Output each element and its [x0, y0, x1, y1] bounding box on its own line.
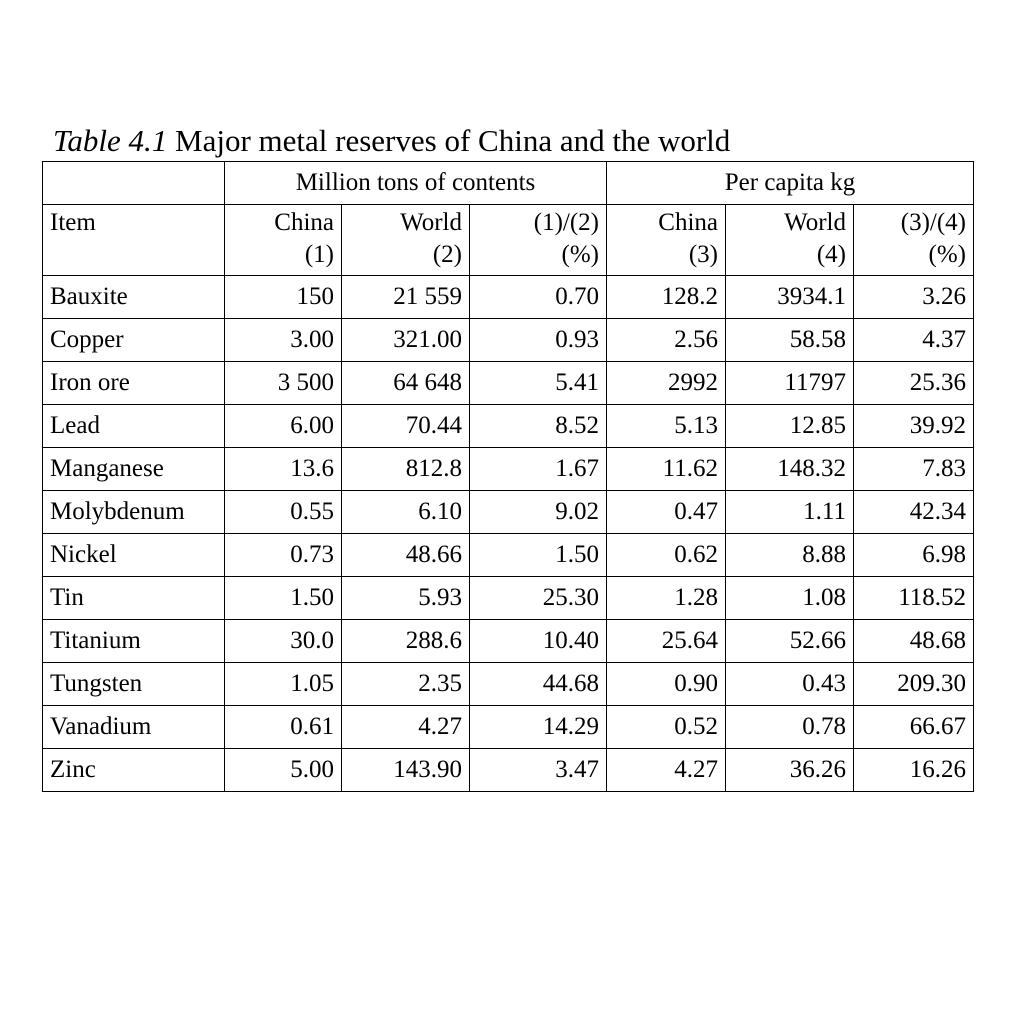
world-per-capita-cell: 3934.1 — [726, 276, 854, 319]
column-header-world-4: World (4) — [726, 205, 854, 276]
ratio-1-2-percent-cell: 5.41 — [470, 362, 607, 405]
world-million-tons-cell: 143.90 — [342, 749, 470, 792]
column-header-ratio-3-4: (3)/(4) (%) — [854, 205, 974, 276]
china-per-capita-cell: 128.2 — [607, 276, 726, 319]
china-per-capita-cell: 4.27 — [607, 749, 726, 792]
ratio-1-2-percent-cell: 0.93 — [470, 319, 607, 362]
world-per-capita-cell: 148.32 — [726, 448, 854, 491]
empty-corner-cell — [43, 162, 225, 205]
ratio-1-2-percent-cell: 9.02 — [470, 491, 607, 534]
ratio-1-2-percent-cell: 1.50 — [470, 534, 607, 577]
ratio-1-2-percent-cell: 0.70 — [470, 276, 607, 319]
world-million-tons-cell: 5.93 — [342, 577, 470, 620]
ratio-3-4-percent-cell: 42.34 — [854, 491, 974, 534]
world-million-tons-cell: 21 559 — [342, 276, 470, 319]
china-per-capita-cell: 1.28 — [607, 577, 726, 620]
world-million-tons-cell: 4.27 — [342, 706, 470, 749]
group-header-million-tons: Million tons of contents — [225, 162, 607, 205]
china-per-capita-cell: 11.62 — [607, 448, 726, 491]
ratio-3-4-percent-cell: 16.26 — [854, 749, 974, 792]
table-body — [43, 162, 974, 792]
table-row — [43, 534, 974, 577]
table-row — [43, 276, 974, 319]
ratio-1-2-percent-cell: 14.29 — [470, 706, 607, 749]
world-per-capita-cell: 12.85 — [726, 405, 854, 448]
item-cell: Molybdenum — [43, 491, 225, 534]
ratio-3-4-percent-cell: 3.26 — [854, 276, 974, 319]
column-header-china-3: China (3) — [607, 205, 726, 276]
world-million-tons-cell: 64 648 — [342, 362, 470, 405]
world-per-capita-cell: 1.08 — [726, 577, 854, 620]
china-million-tons-cell: 3 500 — [225, 362, 342, 405]
china-million-tons-cell: 150 — [225, 276, 342, 319]
table-caption — [53, 121, 730, 161]
china-per-capita-cell: 25.64 — [607, 620, 726, 663]
ratio-1-2-percent-cell: 44.68 — [470, 663, 607, 706]
table-row — [43, 577, 974, 620]
table-title: Major metal reserves of China and the world — [175, 123, 731, 158]
world-per-capita-cell: 11797 — [726, 362, 854, 405]
ratio-3-4-percent-cell: 7.83 — [854, 448, 974, 491]
column-header-row — [43, 205, 974, 276]
world-per-capita-cell: 36.26 — [726, 749, 854, 792]
world-million-tons-cell: 812.8 — [342, 448, 470, 491]
ratio-3-4-percent-cell: 39.92 — [854, 405, 974, 448]
column-header-china-1: China (1) — [225, 205, 342, 276]
china-per-capita-cell: 2.56 — [607, 319, 726, 362]
china-million-tons-cell: 0.61 — [225, 706, 342, 749]
table-row — [43, 319, 974, 362]
world-million-tons-cell: 2.35 — [342, 663, 470, 706]
world-per-capita-cell: 52.66 — [726, 620, 854, 663]
metal-reserves-table — [42, 161, 974, 792]
world-million-tons-cell: 6.10 — [342, 491, 470, 534]
ratio-3-4-percent-cell: 25.36 — [854, 362, 974, 405]
ratio-1-2-percent-cell: 1.67 — [470, 448, 607, 491]
world-per-capita-cell: 58.58 — [726, 319, 854, 362]
china-million-tons-cell: 1.50 — [225, 577, 342, 620]
ratio-3-4-percent-cell: 6.98 — [854, 534, 974, 577]
world-million-tons-cell: 321.00 — [342, 319, 470, 362]
china-million-tons-cell: 1.05 — [225, 663, 342, 706]
item-cell: Tin — [43, 577, 225, 620]
ratio-1-2-percent-cell: 3.47 — [470, 749, 607, 792]
ratio-1-2-percent-cell: 25.30 — [470, 577, 607, 620]
world-per-capita-cell: 8.88 — [726, 534, 854, 577]
item-cell: Lead — [43, 405, 225, 448]
item-cell: Tungsten — [43, 663, 225, 706]
table-row — [43, 620, 974, 663]
item-cell: Bauxite — [43, 276, 225, 319]
table-row — [43, 491, 974, 534]
china-million-tons-cell: 0.73 — [225, 534, 342, 577]
table-row — [43, 663, 974, 706]
china-million-tons-cell: 3.00 — [225, 319, 342, 362]
column-header-ratio-1-2: (1)/(2) (%) — [470, 205, 607, 276]
china-million-tons-cell: 30.0 — [225, 620, 342, 663]
world-million-tons-cell: 48.66 — [342, 534, 470, 577]
item-cell: Titanium — [43, 620, 225, 663]
china-per-capita-cell: 0.52 — [607, 706, 726, 749]
table-row — [43, 405, 974, 448]
ratio-1-2-percent-cell: 10.40 — [470, 620, 607, 663]
world-per-capita-cell: 0.43 — [726, 663, 854, 706]
table-number: Table 4.1 — [53, 123, 168, 158]
world-million-tons-cell: 288.6 — [342, 620, 470, 663]
table-row — [43, 706, 974, 749]
item-cell: Copper — [43, 319, 225, 362]
china-million-tons-cell: 0.55 — [225, 491, 342, 534]
china-per-capita-cell: 0.62 — [607, 534, 726, 577]
world-per-capita-cell: 1.11 — [726, 491, 854, 534]
ratio-3-4-percent-cell: 4.37 — [854, 319, 974, 362]
world-per-capita-cell: 0.78 — [726, 706, 854, 749]
item-cell: Vanadium — [43, 706, 225, 749]
china-per-capita-cell: 0.47 — [607, 491, 726, 534]
china-per-capita-cell: 2992 — [607, 362, 726, 405]
group-header-row — [43, 162, 974, 205]
china-per-capita-cell: 5.13 — [607, 405, 726, 448]
table-row — [43, 749, 974, 792]
table-row — [43, 362, 974, 405]
ratio-1-2-percent-cell: 8.52 — [470, 405, 607, 448]
ratio-3-4-percent-cell: 48.68 — [854, 620, 974, 663]
column-header-item: Item — [43, 205, 225, 276]
item-cell: Manganese — [43, 448, 225, 491]
group-header-per-capita: Per capita kg — [607, 162, 974, 205]
column-header-world-2: World (2) — [342, 205, 470, 276]
ratio-3-4-percent-cell: 118.52 — [854, 577, 974, 620]
item-cell: Zinc — [43, 749, 225, 792]
world-million-tons-cell: 70.44 — [342, 405, 470, 448]
ratio-3-4-percent-cell: 209.30 — [854, 663, 974, 706]
china-million-tons-cell: 13.6 — [225, 448, 342, 491]
china-million-tons-cell: 5.00 — [225, 749, 342, 792]
item-cell: Iron ore — [43, 362, 225, 405]
china-per-capita-cell: 0.90 — [607, 663, 726, 706]
ratio-3-4-percent-cell: 66.67 — [854, 706, 974, 749]
item-cell: Nickel — [43, 534, 225, 577]
table-row — [43, 448, 974, 491]
china-million-tons-cell: 6.00 — [225, 405, 342, 448]
